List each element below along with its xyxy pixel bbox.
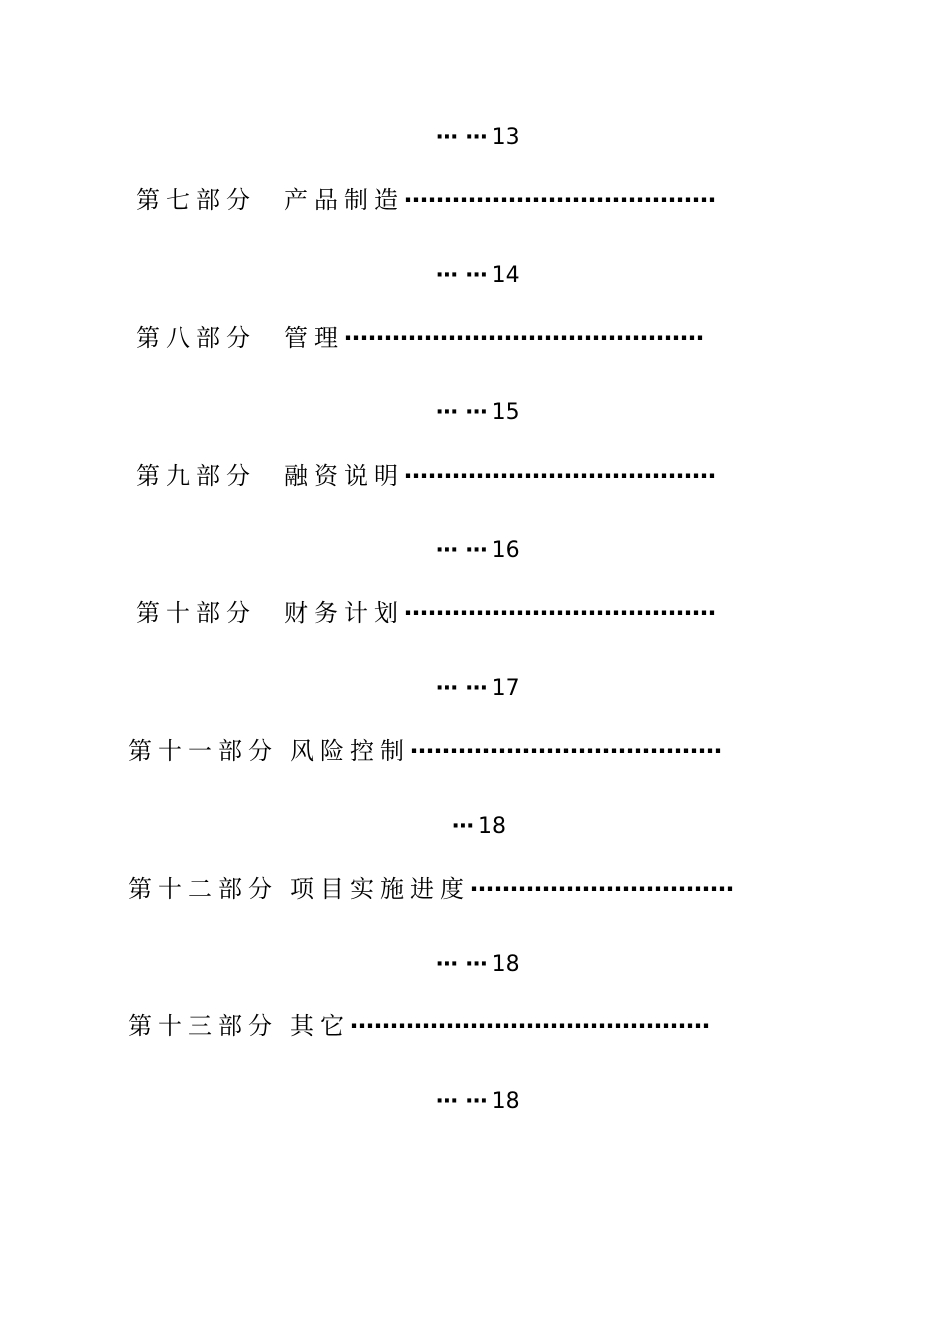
toc-entry-part: 第十三部分 <box>128 1012 278 1040</box>
toc-entry-7-page <box>436 262 520 290</box>
toc-page-number-top <box>436 124 520 152</box>
toc-entry-13-page <box>436 1088 520 1116</box>
toc-entry-title: 融资说明 <box>284 462 404 490</box>
page-number: 15 <box>491 400 520 425</box>
toc-entry-title: 其它 <box>290 1012 350 1040</box>
page-number-dots: ⋯ ⋯ <box>436 263 488 288</box>
toc-leader-dots: ⋯⋯⋯⋯⋯⋯⋯⋯⋯⋯⋯⋯⋯ <box>404 599 716 627</box>
page-number-dots: ⋯ <box>452 814 474 839</box>
page-number: 18 <box>491 1089 520 1114</box>
toc-entry-7[interactable] <box>136 185 716 215</box>
toc-entry-title: 风险控制 <box>290 737 410 765</box>
toc-entry-11[interactable] <box>128 736 722 766</box>
toc-entry-9[interactable] <box>136 461 716 491</box>
toc-entry-part: 第七部分 <box>136 186 256 214</box>
toc-entry-title: 管理 <box>284 324 344 352</box>
toc-leader-dots: ⋯⋯⋯⋯⋯⋯⋯⋯⋯⋯⋯⋯⋯⋯⋯ <box>344 324 704 352</box>
toc-entry-10-page <box>436 675 520 703</box>
toc-entry-12-page <box>436 951 520 979</box>
toc-leader-dots: ⋯⋯⋯⋯⋯⋯⋯⋯⋯⋯⋯⋯⋯ <box>404 462 716 490</box>
toc-entry-part: 第十部分 <box>136 599 256 627</box>
toc-entry-title: 产品制造 <box>284 186 404 214</box>
page-number-dots: ⋯ ⋯ <box>436 538 488 563</box>
toc-leader-dots: ⋯⋯⋯⋯⋯⋯⋯⋯⋯⋯⋯⋯⋯ <box>410 737 722 765</box>
toc-entry-part: 第八部分 <box>136 324 256 352</box>
toc-entry-part: 第九部分 <box>136 462 256 490</box>
toc-leader-dots: ⋯⋯⋯⋯⋯⋯⋯⋯⋯⋯⋯ <box>470 875 734 903</box>
page-number: 14 <box>491 263 520 288</box>
toc-entry-12[interactable] <box>128 874 734 904</box>
page-number: 18 <box>478 814 506 839</box>
page-number: 16 <box>491 538 520 563</box>
page-number: 13 <box>491 125 520 150</box>
toc-entry-title: 财务计划 <box>284 599 404 627</box>
toc-entry-part: 第十二部分 <box>128 875 278 903</box>
toc-entry-13[interactable] <box>128 1011 710 1041</box>
page-number-dots: ⋯ ⋯ <box>436 400 488 425</box>
toc-entry-title: 项目实施进度 <box>290 875 470 903</box>
page-number: 18 <box>491 952 520 977</box>
toc-entry-9-page <box>436 537 520 565</box>
page-number-dots: ⋯ ⋯ <box>436 952 488 977</box>
toc-leader-dots: ⋯⋯⋯⋯⋯⋯⋯⋯⋯⋯⋯⋯⋯ <box>404 186 716 214</box>
toc-entry-8[interactable] <box>136 323 704 353</box>
page-number-dots: ⋯ ⋯ <box>436 676 488 701</box>
page-number: 17 <box>491 676 520 701</box>
toc-entry-8-page <box>436 399 520 427</box>
toc-entry-11-page <box>452 813 506 841</box>
toc-leader-dots: ⋯⋯⋯⋯⋯⋯⋯⋯⋯⋯⋯⋯⋯⋯⋯ <box>350 1012 710 1040</box>
toc-entry-10[interactable] <box>136 598 716 628</box>
toc-entry-part: 第十一部分 <box>128 737 278 765</box>
page-number-dots: ⋯ ⋯ <box>436 1089 488 1114</box>
page-number-dots: ⋯ ⋯ <box>436 125 488 150</box>
